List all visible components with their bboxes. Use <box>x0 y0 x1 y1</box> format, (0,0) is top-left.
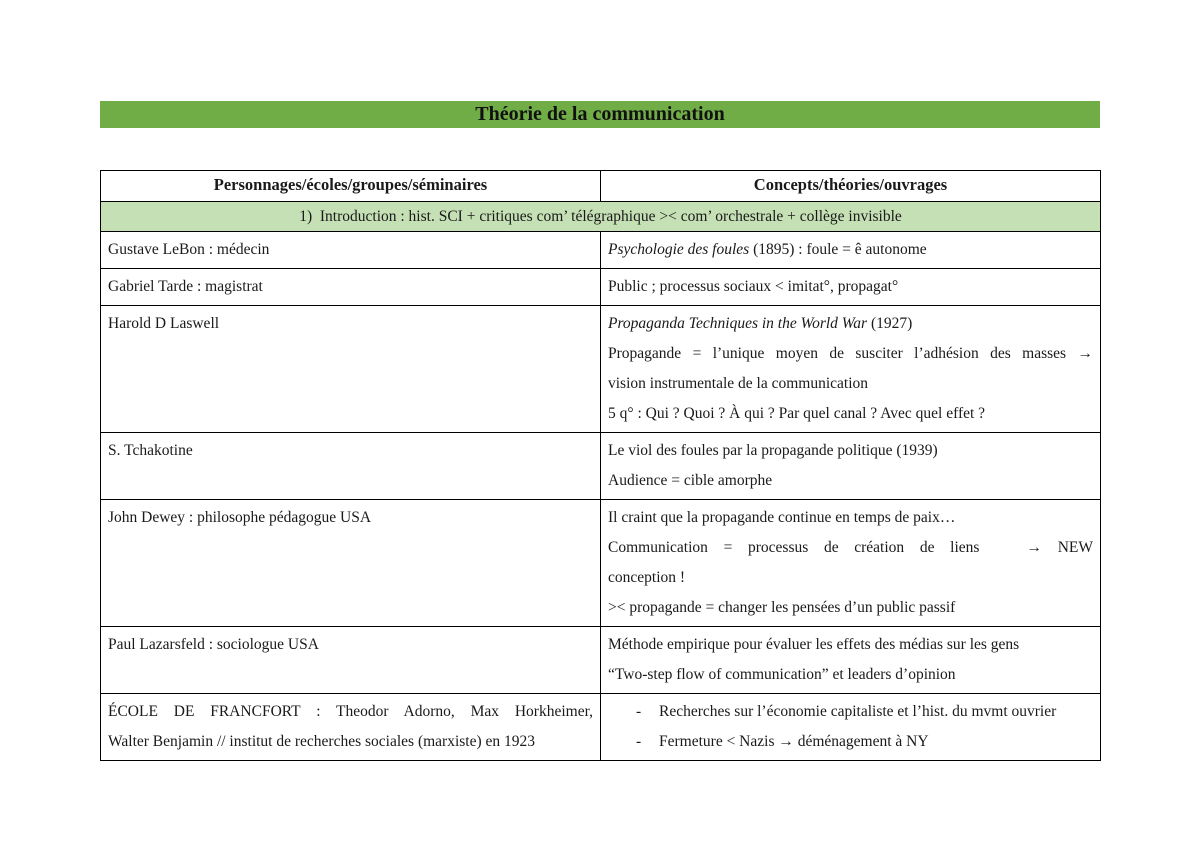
concept-cell: Méthode empirique pour évaluer les effets des médias sur les gens “Two-step flow of communication” et leaders d’opinion <box>601 627 1101 694</box>
concept-cell: Il craint que la propagande continue en temps de paix… Communication = processus de création de liens → NEW conception ! >< propagande = changer les pensées d’un public passif <box>601 500 1101 627</box>
table-row <box>101 269 1101 306</box>
person-cell: Gabriel Tarde : magistrat <box>101 269 601 306</box>
table-row <box>101 500 1101 627</box>
book-title: Psychologie des foules <box>608 241 750 258</box>
person-cell: Harold D Laswell <box>101 306 601 433</box>
table-row <box>101 433 1101 500</box>
table-row <box>101 232 1101 269</box>
table-row <box>101 306 1101 433</box>
section-row <box>101 202 1101 232</box>
concept-cell: Public ; processus sociaux < imitat°, propagat° <box>601 269 1101 306</box>
concept-cell: Propaganda Techniques in the World War (1927) Propagande = l’unique moyen de susciter l’adhésion des masses → vision instrumentale de la communication 5 q° : Qui ? Quoi ? À qui ? Par quel canal ? Avec quel effet ? <box>601 306 1101 433</box>
column-header-persons: Personnages/écoles/groupes/séminaires <box>101 171 601 202</box>
section-heading: 1) Introduction : hist. SCI + critiques com’ télégraphique >< com’ orchestrale + collège invisible <box>101 202 1101 232</box>
dash-bullet-icon: - <box>636 733 642 750</box>
notes-table <box>100 170 1101 761</box>
person-cell: Gustave LeBon : médecin <box>101 232 601 269</box>
arrow-right-icon: → <box>1077 345 1093 362</box>
person-cell: S. Tchakotine <box>101 433 601 500</box>
book-title: Propaganda Techniques in the World War <box>608 315 868 332</box>
person-cell: ÉCOLE DE FRANCFORT : Theodor Adorno, Max Horkheimer, Walter Benjamin // institut de recherches sociales (marxiste) en 1923 <box>101 694 601 761</box>
column-header-concepts: Concepts/théories/ouvrages <box>601 171 1101 202</box>
page-title: Théorie de la communication <box>100 101 1100 128</box>
concept-cell: Psychologie des foules (1895) : foule = ê autonome <box>601 232 1101 269</box>
table-row <box>101 694 1101 761</box>
person-cell: John Dewey : philosophe pédagogue USA <box>101 500 601 627</box>
concept-cell <box>601 694 1101 761</box>
person-cell: Paul Lazarsfeld : sociologue USA <box>101 627 601 694</box>
list-item: - Fermeture < Nazis → déménagement à NY <box>608 727 1093 757</box>
concept-cell: Le viol des foules par la propagande politique (1939) Audience = cible amorphe <box>601 433 1101 500</box>
dash-bullet-icon: - <box>636 703 642 720</box>
table-header-row <box>101 171 1101 202</box>
list-item: - Recherches sur l’économie capitaliste et l’hist. du mvmt ouvrier <box>608 697 1093 727</box>
arrow-right-icon: → <box>1026 539 1043 556</box>
arrow-right-icon: → <box>778 733 794 750</box>
table-row <box>101 627 1101 694</box>
